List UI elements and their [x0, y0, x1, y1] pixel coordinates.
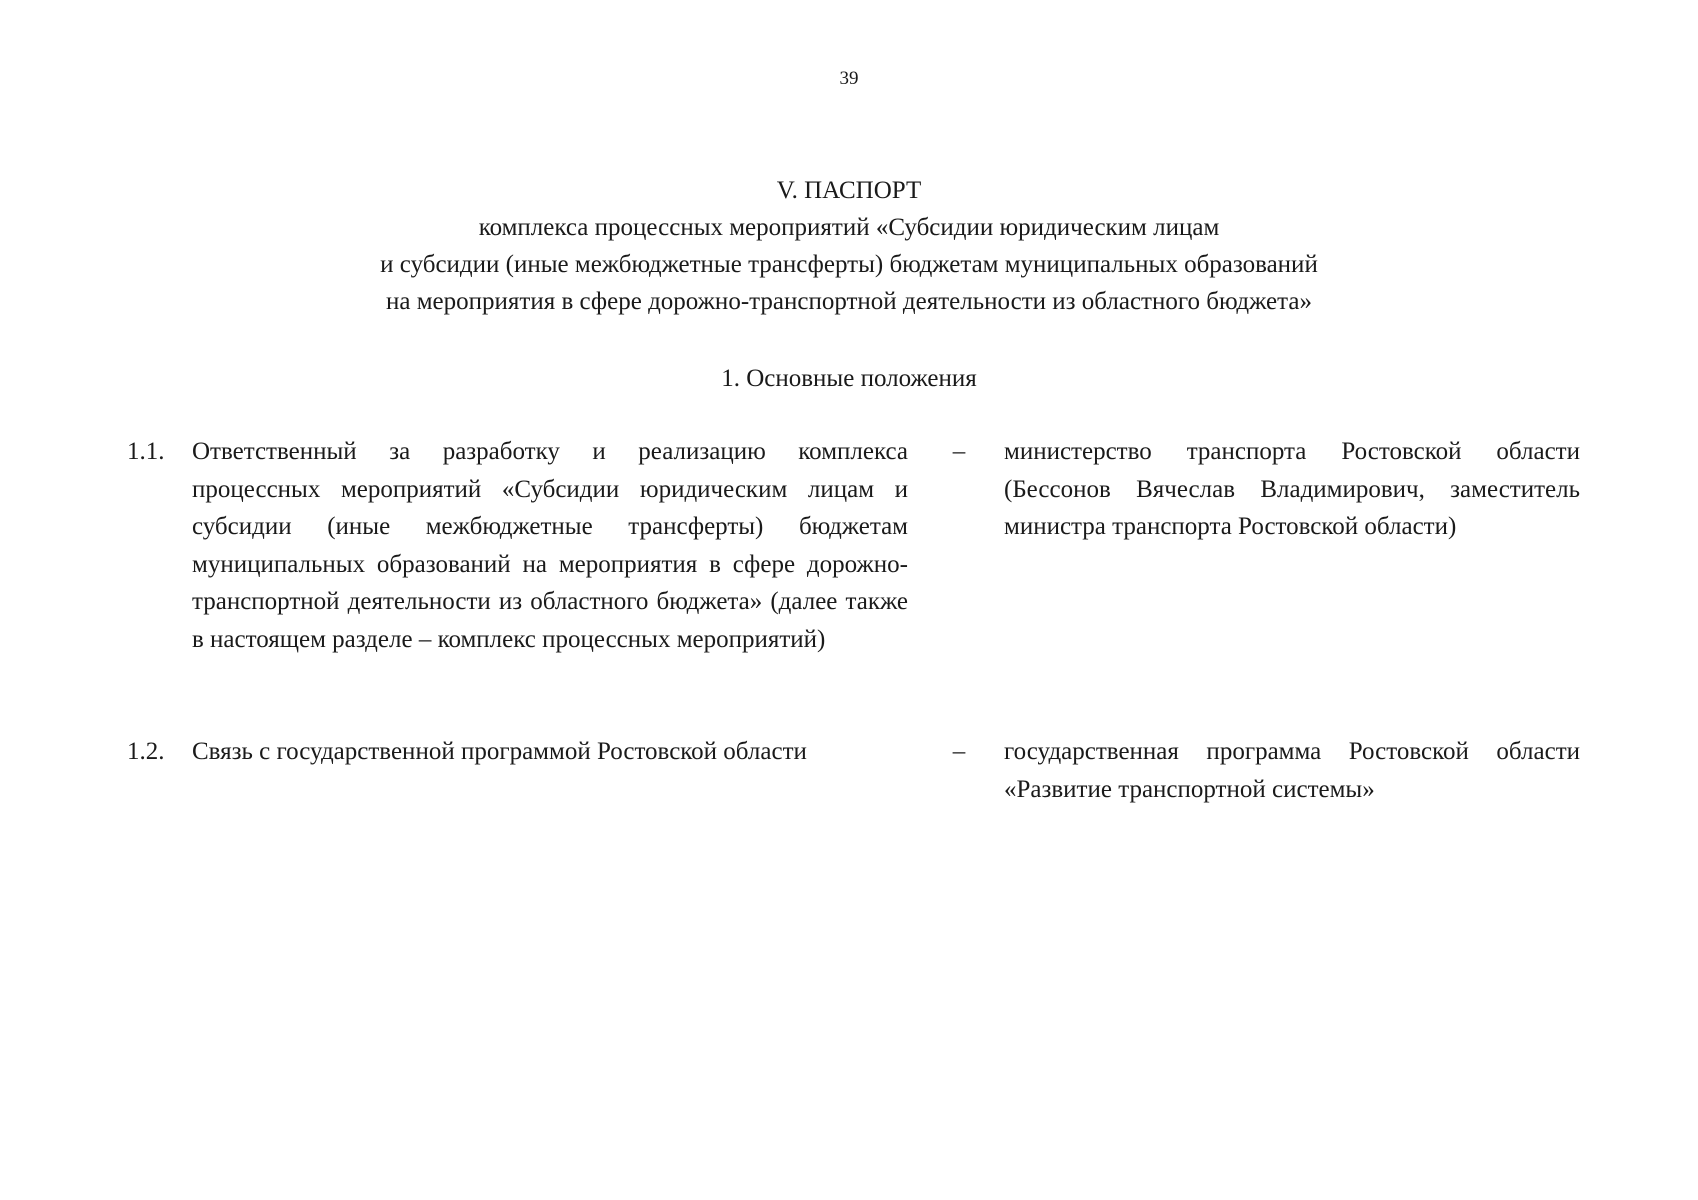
row-value: министерство транспорта Ростовской области (Бессонов Вячеслав Владимирович, заместитель министра транспорта Ростовской области) [1004, 438, 1580, 540]
title-line-2: комплекса процессных мероприятий «Субсидии юридическим лицам [478, 214, 1220, 241]
row-number: 1.2. [127, 738, 165, 765]
row-dash: – [952, 438, 966, 465]
row-dash: – [952, 738, 966, 765]
page-number: 39 [839, 68, 859, 89]
title-line-4: на мероприятия в сфере дорожно-транспортной деятельности из областного бюджета» [386, 288, 1312, 315]
title-line-1: V. ПАСПОРТ [776, 177, 922, 204]
document-title [250, 172, 1448, 320]
row-value: государственная программа Ростовской области «Развитие транспортной системы» [1004, 738, 1580, 803]
title-line-3: и субсидии (иные межбюджетные трансферты) бюджетам муниципальных образований [380, 251, 1318, 278]
section-heading: 1. Основные положения [721, 365, 977, 392]
row-label: Связь с государственной программой Ростовской области [192, 738, 807, 765]
row-number: 1.1. [127, 438, 165, 465]
row-label: Ответственный за разработку и реализацию комплекса процессных мероприятий «Субсидии юридическим лицам и субсидии (иные межбюджетные трансферты) бюджетам муниципальных образований на мероприятия в сфере дорожно-транспортной деятельности из областного бюджета» (далее также в настоящем разделе – комплекс процессных мероприятий) [192, 438, 908, 653]
